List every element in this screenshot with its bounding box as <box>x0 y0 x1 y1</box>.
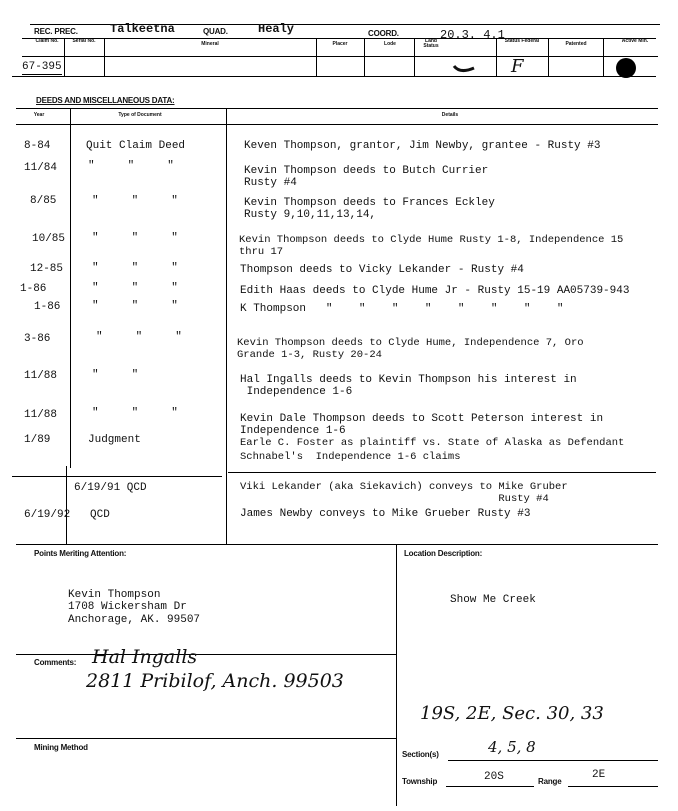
row-4-details: Kevin Thompson deeds to Clyde Hume Rusty 1-8, Independence 15 thru 17 <box>239 234 624 258</box>
section-value: 4, 5, 8 <box>488 738 536 756</box>
row-10-type: " " " <box>92 407 178 419</box>
serial-no-header: Serial No. <box>72 38 96 44</box>
placer-header: Placer <box>332 41 348 47</box>
points-city: Anchorage, AK. 99507 <box>68 614 201 626</box>
row-1-year: 8-84 <box>24 140 51 152</box>
range-value: 2E <box>592 769 606 781</box>
rec-prec-value: Talkeetna <box>110 22 175 36</box>
row-2-year: 11/84 <box>24 162 58 174</box>
points-label: Points Meriting Attention: <box>34 549 127 558</box>
checkmark-icon <box>452 62 476 76</box>
federal-mark: F <box>511 56 524 77</box>
comments-label: Comments: <box>34 658 77 667</box>
location-label: Location Description: <box>404 549 483 558</box>
row-11-details: Earle C. Foster as plaintiff vs. State of Alaska as Defendant Schnabel's Independence 1-6 claims <box>240 437 625 463</box>
points-street: 1708 Wickersham Dr <box>68 601 187 613</box>
row-5-year: 12-85 <box>30 263 64 275</box>
row-2-details: Kevin Thompson deeds to Butch Currier Rusty #4 <box>244 165 489 189</box>
row-8-type: " " " <box>96 331 182 343</box>
row-4-year: 10/85 <box>32 233 66 245</box>
row-10-details: Kevin Dale Thompson deeds to Scott Peterson interest in Independence 1-6 <box>240 413 604 437</box>
row-13-year: 6/19/92 <box>24 509 71 521</box>
quad-label: QUAD. <box>203 27 228 36</box>
row-13-details: James Newby conveys to Mike Grueber Rusty #3 <box>240 508 531 520</box>
rec-prec-label: REC. PREC. <box>34 27 78 36</box>
active-dot-icon <box>616 58 636 78</box>
type-column-header: Type of Document <box>118 112 162 118</box>
row-11-type: Judgment <box>88 434 141 446</box>
comments-line-1: Hal Ingalls <box>92 646 198 668</box>
federal-header: Status Federal <box>504 38 540 44</box>
township-label: Township <box>402 777 438 786</box>
row-8-year: 3-86 <box>24 333 51 345</box>
coord-value: 20.3. 4.1 <box>440 28 505 42</box>
claim-number-value: 67-395 <box>22 61 62 73</box>
row-3-year: 8/85 <box>30 195 57 207</box>
claim-no-header: Claim No. <box>35 38 59 44</box>
row-5-details: Thompson deeds to Vicky Lekander - Rusty #4 <box>240 264 524 276</box>
row-2-type: " " " <box>88 160 174 172</box>
row-7-details: K Thompson " " " " " " " " <box>240 303 564 315</box>
coord-label: COORD. <box>368 29 399 38</box>
mineral-header: Mineral <box>201 41 219 47</box>
state-header: Land Status <box>423 38 439 49</box>
mining-method-label: Mining Method <box>34 743 88 752</box>
row-3-type: " " " <box>92 195 178 207</box>
row-7-year: 1-86 <box>34 301 61 313</box>
row-13-type: QCD <box>90 509 110 521</box>
row-6-year: 1-86 <box>20 283 47 295</box>
patented-header: Patented <box>565 41 587 47</box>
row-3-details: Kevin Thompson deeds to Frances Eckley Rusty 9,10,11,13,14, <box>244 197 495 221</box>
year-column-header: Year <box>33 112 45 118</box>
row-8-details: Kevin Thompson deeds to Clyde Hume, Independence 7, Oro Grande 1-3, Rusty 20-24 <box>237 337 584 361</box>
row-12-details: Viki Lekander (aka Siekavich) conveys to Mike Gruber Rusty #4 <box>240 481 568 505</box>
location-handwritten: 19S, 2E, Sec. 30, 33 <box>420 703 604 724</box>
details-column-header: Details <box>441 112 459 118</box>
row-9-details: Hal Ingalls deeds to Kevin Thompson his interest in Independence 1-6 <box>240 374 577 398</box>
range-label: Range <box>538 777 562 786</box>
location-value: Show Me Creek <box>450 594 536 606</box>
points-name: Kevin Thompson <box>68 589 161 601</box>
row-5-type: " " " <box>92 262 178 274</box>
row-9-type: " " <box>92 369 139 381</box>
row-4-type: " " " <box>92 232 178 244</box>
row-9-year: 11/88 <box>24 370 58 382</box>
row-6-type: " " " <box>92 282 178 294</box>
row-7-type: " " " <box>92 300 178 312</box>
row-6-details: Edith Haas deeds to Clyde Hume Jr - Rusty 15-19 AA05739-943 <box>240 285 630 297</box>
row-1-details: Keven Thompson, grantor, Jim Newby, grantee - Rusty #3 <box>244 140 601 152</box>
row-11-year: 1/89 <box>24 434 51 446</box>
quad-value: Healy <box>258 22 295 36</box>
row-1-type: Quit Claim Deed <box>86 140 186 152</box>
township-value: 20S <box>484 771 504 783</box>
section-label: Section(s) <box>402 750 439 759</box>
row-12-type: 6/19/91 QCD <box>74 482 147 494</box>
lode-header: Lode <box>384 41 396 47</box>
row-10-year: 11/88 <box>24 409 58 421</box>
deeds-section-title: DEEDS AND MISCELLANEOUS DATA: <box>36 96 175 105</box>
active-header: Active Min. <box>621 38 649 44</box>
comments-line-2: 2811 Pribilof, Anch. 99503 <box>86 670 344 692</box>
